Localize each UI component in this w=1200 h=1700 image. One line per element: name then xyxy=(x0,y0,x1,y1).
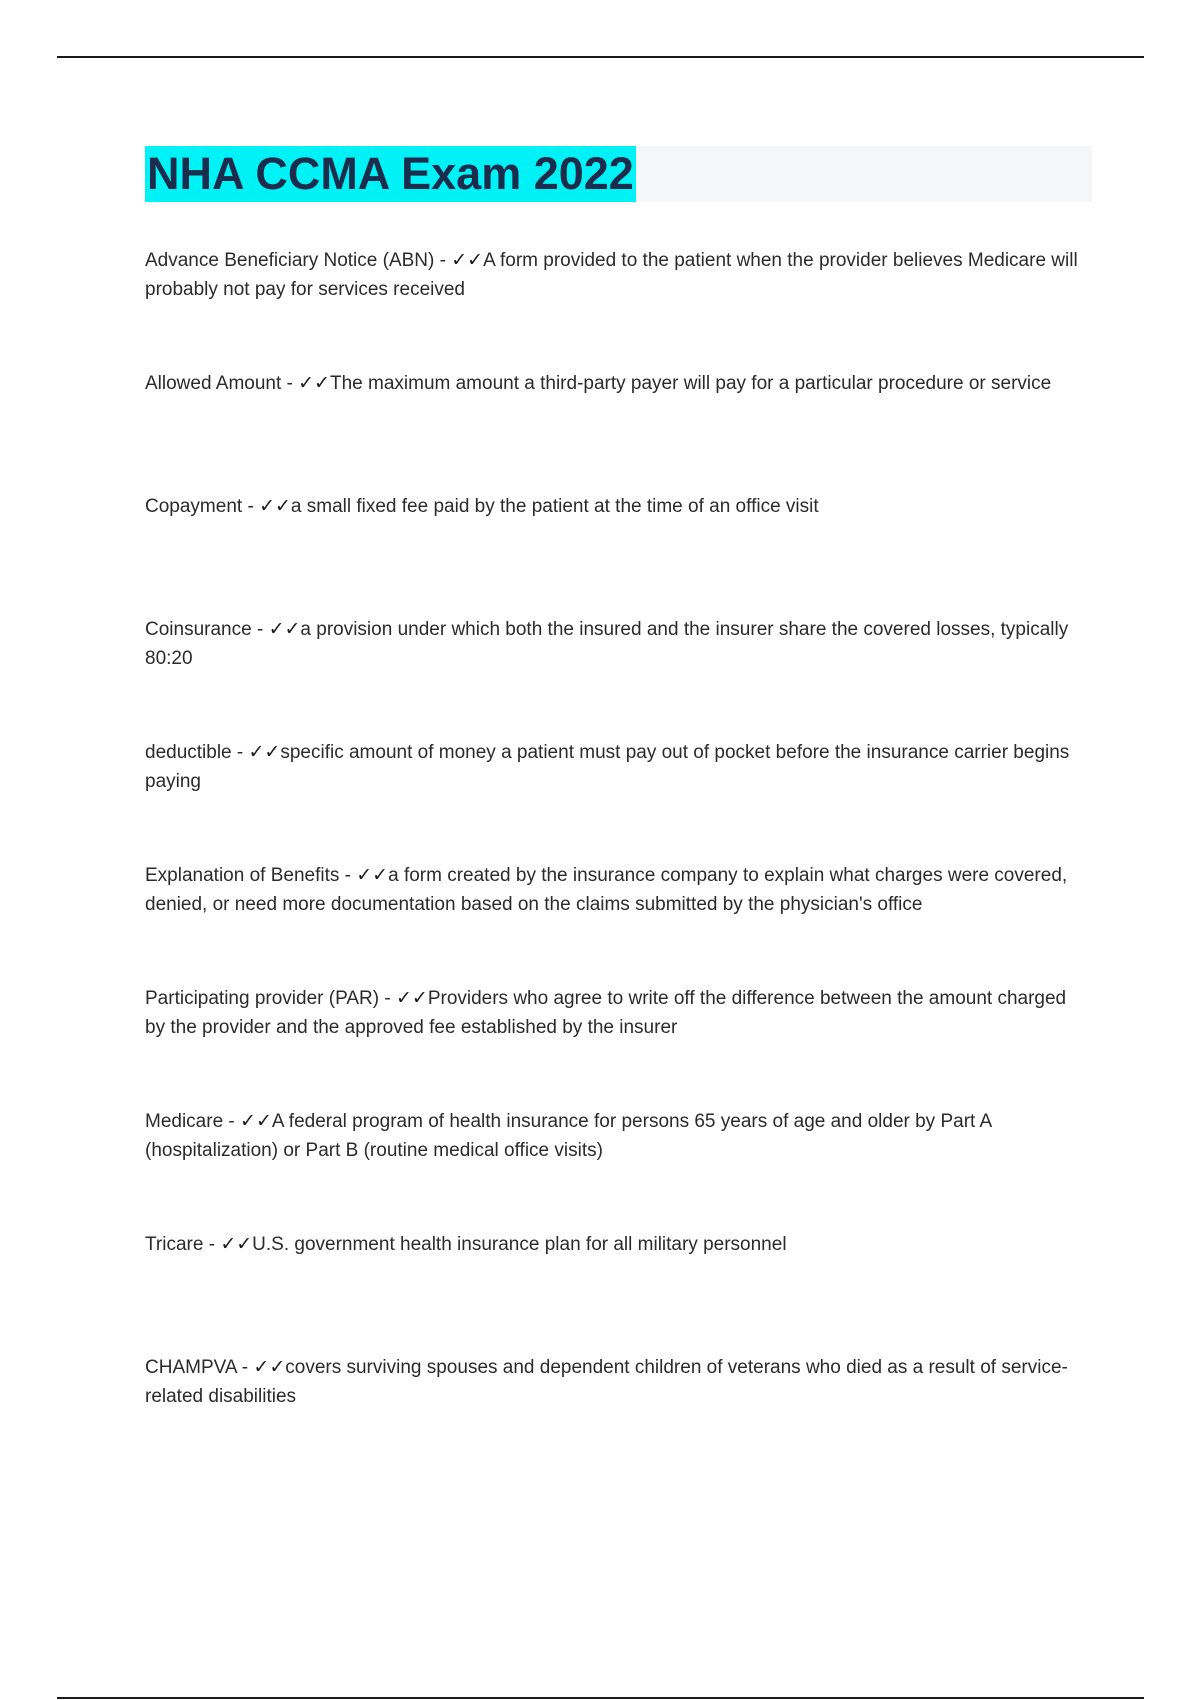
checkmark-icon: ✓✓ xyxy=(240,1111,272,1132)
entry-definition: specific amount of money a patient must pay out of pocket before the insurance carrier begins paying xyxy=(145,742,1070,792)
entry-separator: - xyxy=(236,1357,254,1378)
flashcard-entry xyxy=(145,1230,1090,1353)
entry-separator: - xyxy=(434,250,452,271)
entry-definition: a small fixed fee paid by the patient at the time of an office visit xyxy=(290,496,819,517)
entry-definition: A form provided to the patient when the provider believes Medicare will probably not pay for services received xyxy=(145,250,1078,300)
flashcard-entry xyxy=(145,738,1090,861)
entry-term: Medicare xyxy=(145,1111,224,1132)
flashcard-entry xyxy=(145,246,1090,369)
entry-definition: The maximum amount a third-party payer will pay for a particular procedure or service xyxy=(329,373,1052,394)
entry-term: deductible xyxy=(145,742,232,763)
entry-term: Explanation of Benefits xyxy=(145,865,340,886)
checkmark-icon: ✓✓ xyxy=(395,988,428,1009)
entry-term: Coinsurance xyxy=(145,619,252,640)
entry-definition: covers surviving spouses and dependent children of veterans who died as a result of service-related disabilities xyxy=(145,1357,1068,1407)
entry-separator: - xyxy=(223,1111,241,1132)
checkmark-icon: ✓✓ xyxy=(253,1357,286,1378)
flashcard-entry xyxy=(145,861,1090,984)
entry-term: Participating provider (PAR) xyxy=(145,988,380,1009)
entry-separator: - xyxy=(379,988,396,1009)
entry-separator: - xyxy=(231,742,249,763)
entry-term: Advance Beneficiary Notice (ABN) xyxy=(145,250,435,271)
entry-separator: - xyxy=(203,1234,221,1255)
entry-separator: - xyxy=(281,373,299,394)
entry-separator: - xyxy=(339,865,357,886)
entry-separator: - xyxy=(242,496,260,517)
flashcard-list xyxy=(145,246,1090,1411)
entry-term: Allowed Amount xyxy=(145,373,282,394)
flashcard-entry xyxy=(145,1353,1090,1411)
entry-definition: a provision under which both the insured and the insurer share the covered losses, typically 80:20 xyxy=(145,619,1069,669)
checkmark-icon: ✓✓ xyxy=(451,250,484,271)
entry-definition: U.S. government health insurance plan for all military personnel xyxy=(252,1234,787,1255)
flashcard-entry xyxy=(145,615,1090,738)
flashcard-entry xyxy=(145,984,1090,1107)
entry-definition: a form created by the insurance company to explain what charges were covered, denied, or need more documentation based on the claims submitted by the physician's office xyxy=(145,865,1068,915)
entry-term: Tricare xyxy=(145,1234,204,1255)
checkmark-icon: ✓✓ xyxy=(356,865,389,886)
checkmark-icon: ✓✓ xyxy=(220,1234,253,1255)
checkmark-icon: ✓✓ xyxy=(259,496,291,517)
flashcard-entry xyxy=(145,369,1090,492)
entry-separator: - xyxy=(251,619,269,640)
flashcard-entry xyxy=(145,1107,1090,1230)
page-title: NHA CCMA Exam 2022 xyxy=(145,146,636,202)
checkmark-icon: ✓✓ xyxy=(268,619,301,640)
entry-definition: A federal program of health insurance for persons 65 years of age and older by Part A (hospitalization) or Part B (routine medical office visits) xyxy=(145,1111,992,1161)
entry-term: Copayment xyxy=(145,496,243,517)
entry-definition: Providers who agree to write off the difference between the amount charged by the provider and the approved fee established by the insurer xyxy=(145,988,1067,1038)
entry-term: CHAMPVA xyxy=(145,1357,237,1378)
checkmark-icon: ✓✓ xyxy=(298,373,330,394)
bottom-divider xyxy=(57,1697,1144,1699)
top-divider xyxy=(57,56,1144,58)
flashcard-entry xyxy=(145,492,1090,615)
checkmark-icon: ✓✓ xyxy=(248,742,281,763)
